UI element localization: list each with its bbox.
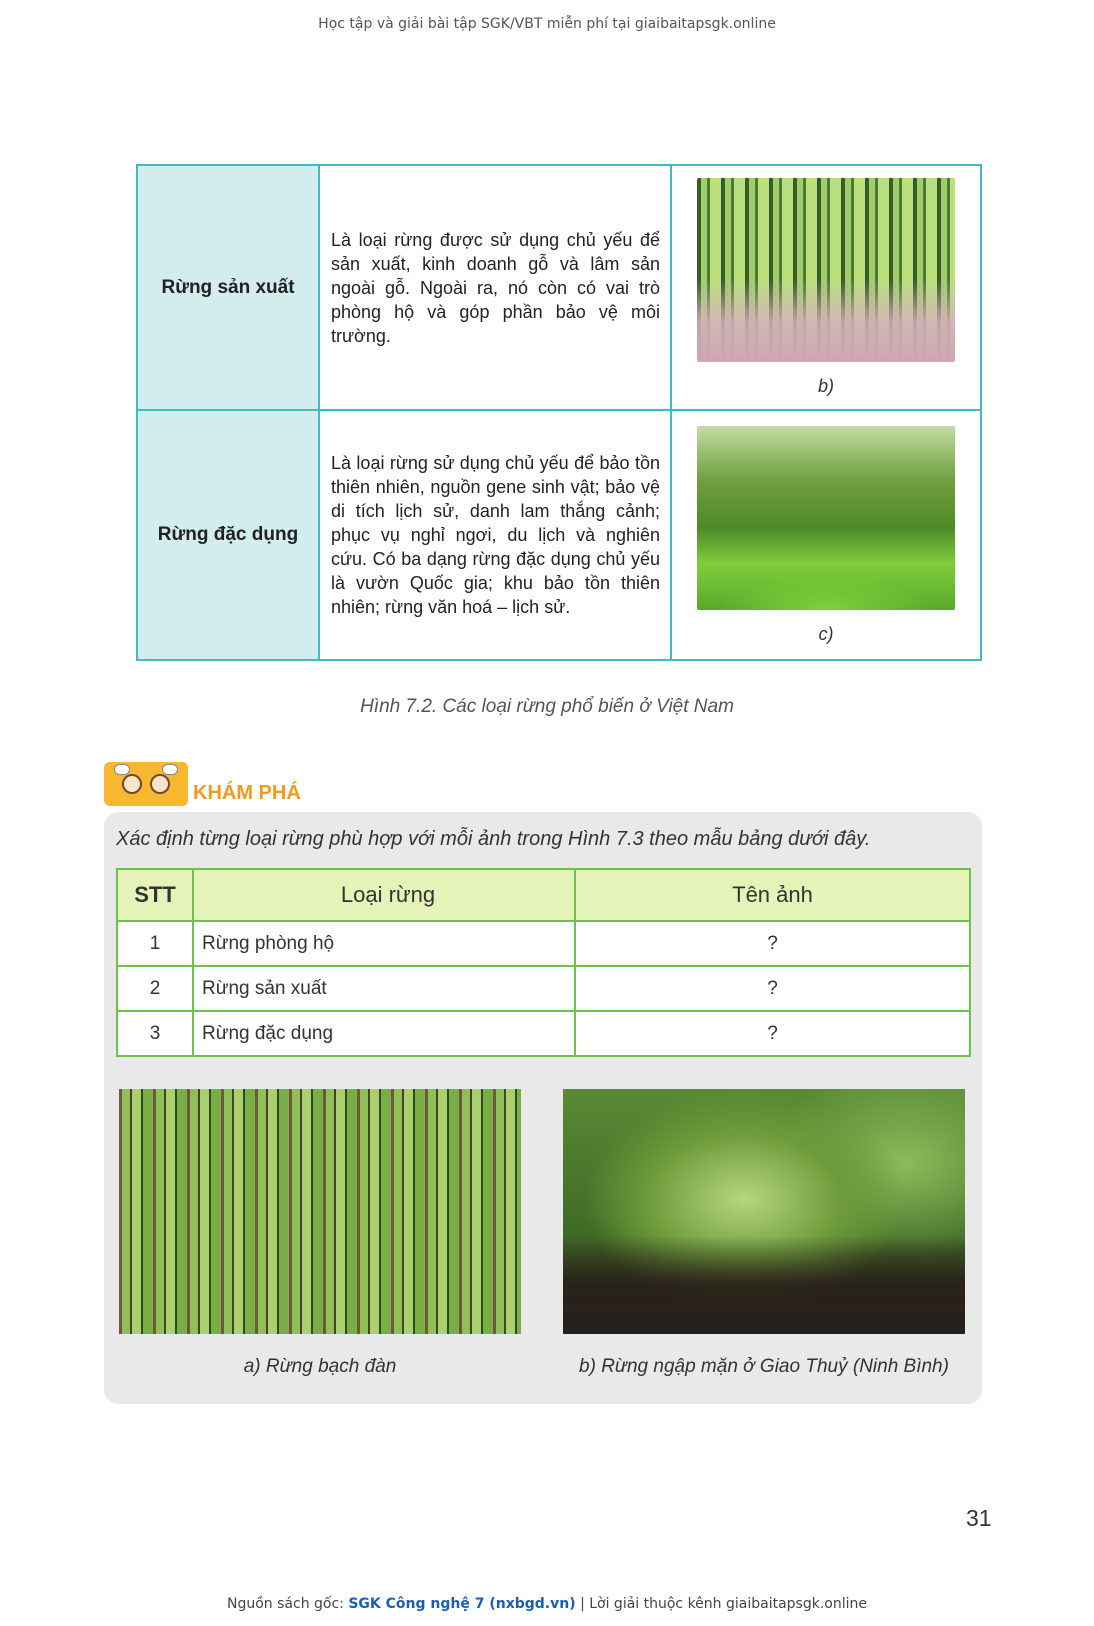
photo-caption: a) Rừng bạch đàn (243, 1356, 397, 1377)
table-cell: ? (575, 966, 970, 1011)
forest-type-name: Rừng đặc dụng (137, 410, 319, 660)
image-caption: c) (818, 623, 834, 644)
forest-image-cell (671, 410, 981, 660)
footer-suffix: | Lời giải thuộc kênh giaibaitapsgk.online (580, 1596, 867, 1612)
forest-type-description: Là loại rừng sử dụng chủ yếu để bảo tồn thiên nhiên, nguồn gene sinh vật; bảo vệ di tích lịch sử, danh lam thắng cảnh; phục vụ nghỉ ngơi, du lịch và nghiên cứu. Có ba dạng rừng đặc dụng chủ yếu là vườn Quốc gia; khu bảo tồn thiên nhiên; rừng văn hoá – lịch sử. (319, 410, 671, 660)
column-header: Tên ảnh (575, 869, 970, 921)
forest-types-table (136, 164, 982, 661)
table-cell: 1 (117, 921, 193, 966)
speech-bubble-icon (114, 764, 130, 775)
table-cell: ? (575, 921, 970, 966)
column-header: STT (117, 869, 193, 921)
table-row (137, 165, 981, 410)
forest-image-cell (671, 165, 981, 410)
production-forest-photo (697, 178, 955, 362)
explore-icon (104, 762, 188, 806)
table-header-row (117, 869, 970, 921)
footer-prefix: Nguồn sách gốc: (227, 1596, 344, 1612)
forest-type-description: Là loại rừng được sử dụng chủ yếu để sản xuất, kinh doanh gỗ và lâm sản ngoài gỗ. Ngoài ra, nó còn có vai trò phòng hộ và góp phần bảo vệ môi trường. (319, 165, 671, 410)
footer (0, 1596, 1094, 1612)
table-cell: 3 (117, 1011, 193, 1056)
column-header: Loại rừng (193, 869, 575, 921)
explore-instruction: Xác định từng loại rừng phù hợp với mỗi ảnh trong Hình 7.3 theo mẫu bảng dưới đây. (116, 828, 871, 850)
source-link[interactable]: SGK Công nghệ 7 (nxbgd.vn) (348, 1596, 576, 1612)
table-cell: 2 (117, 966, 193, 1011)
figure-caption: Hình 7.2. Các loại rừng phổ biến ở Việt Nam (360, 696, 734, 717)
table-cell: Rừng đặc dụng (193, 1011, 575, 1056)
explore-title: KHÁM PHÁ (193, 782, 301, 804)
table-row (117, 966, 970, 1011)
forest-type-name: Rừng sản xuất (137, 165, 319, 410)
page-number: 31 (966, 1505, 992, 1531)
mangrove-forest-photo (563, 1089, 965, 1334)
student-icon (150, 774, 170, 794)
photo-caption: b) Rừng ngập mặn ở Giao Thuỷ (Ninh Bình) (579, 1356, 949, 1377)
speech-bubble-icon (162, 764, 178, 775)
table-row (137, 410, 981, 660)
student-icon (122, 774, 142, 794)
table-cell: Rừng phòng hộ (193, 921, 575, 966)
special-use-forest-photo (697, 426, 955, 610)
site-header: Học tập và giải bài tập SGK/VBT miễn phí tại giaibaitapsgk.online (318, 16, 776, 32)
table-row (117, 1011, 970, 1056)
table-row (117, 921, 970, 966)
table-cell: ? (575, 1011, 970, 1056)
eucalyptus-forest-photo (119, 1089, 521, 1334)
table-cell: Rừng sản xuất (193, 966, 575, 1011)
image-caption: b) (817, 376, 834, 396)
answer-table (116, 868, 971, 1057)
